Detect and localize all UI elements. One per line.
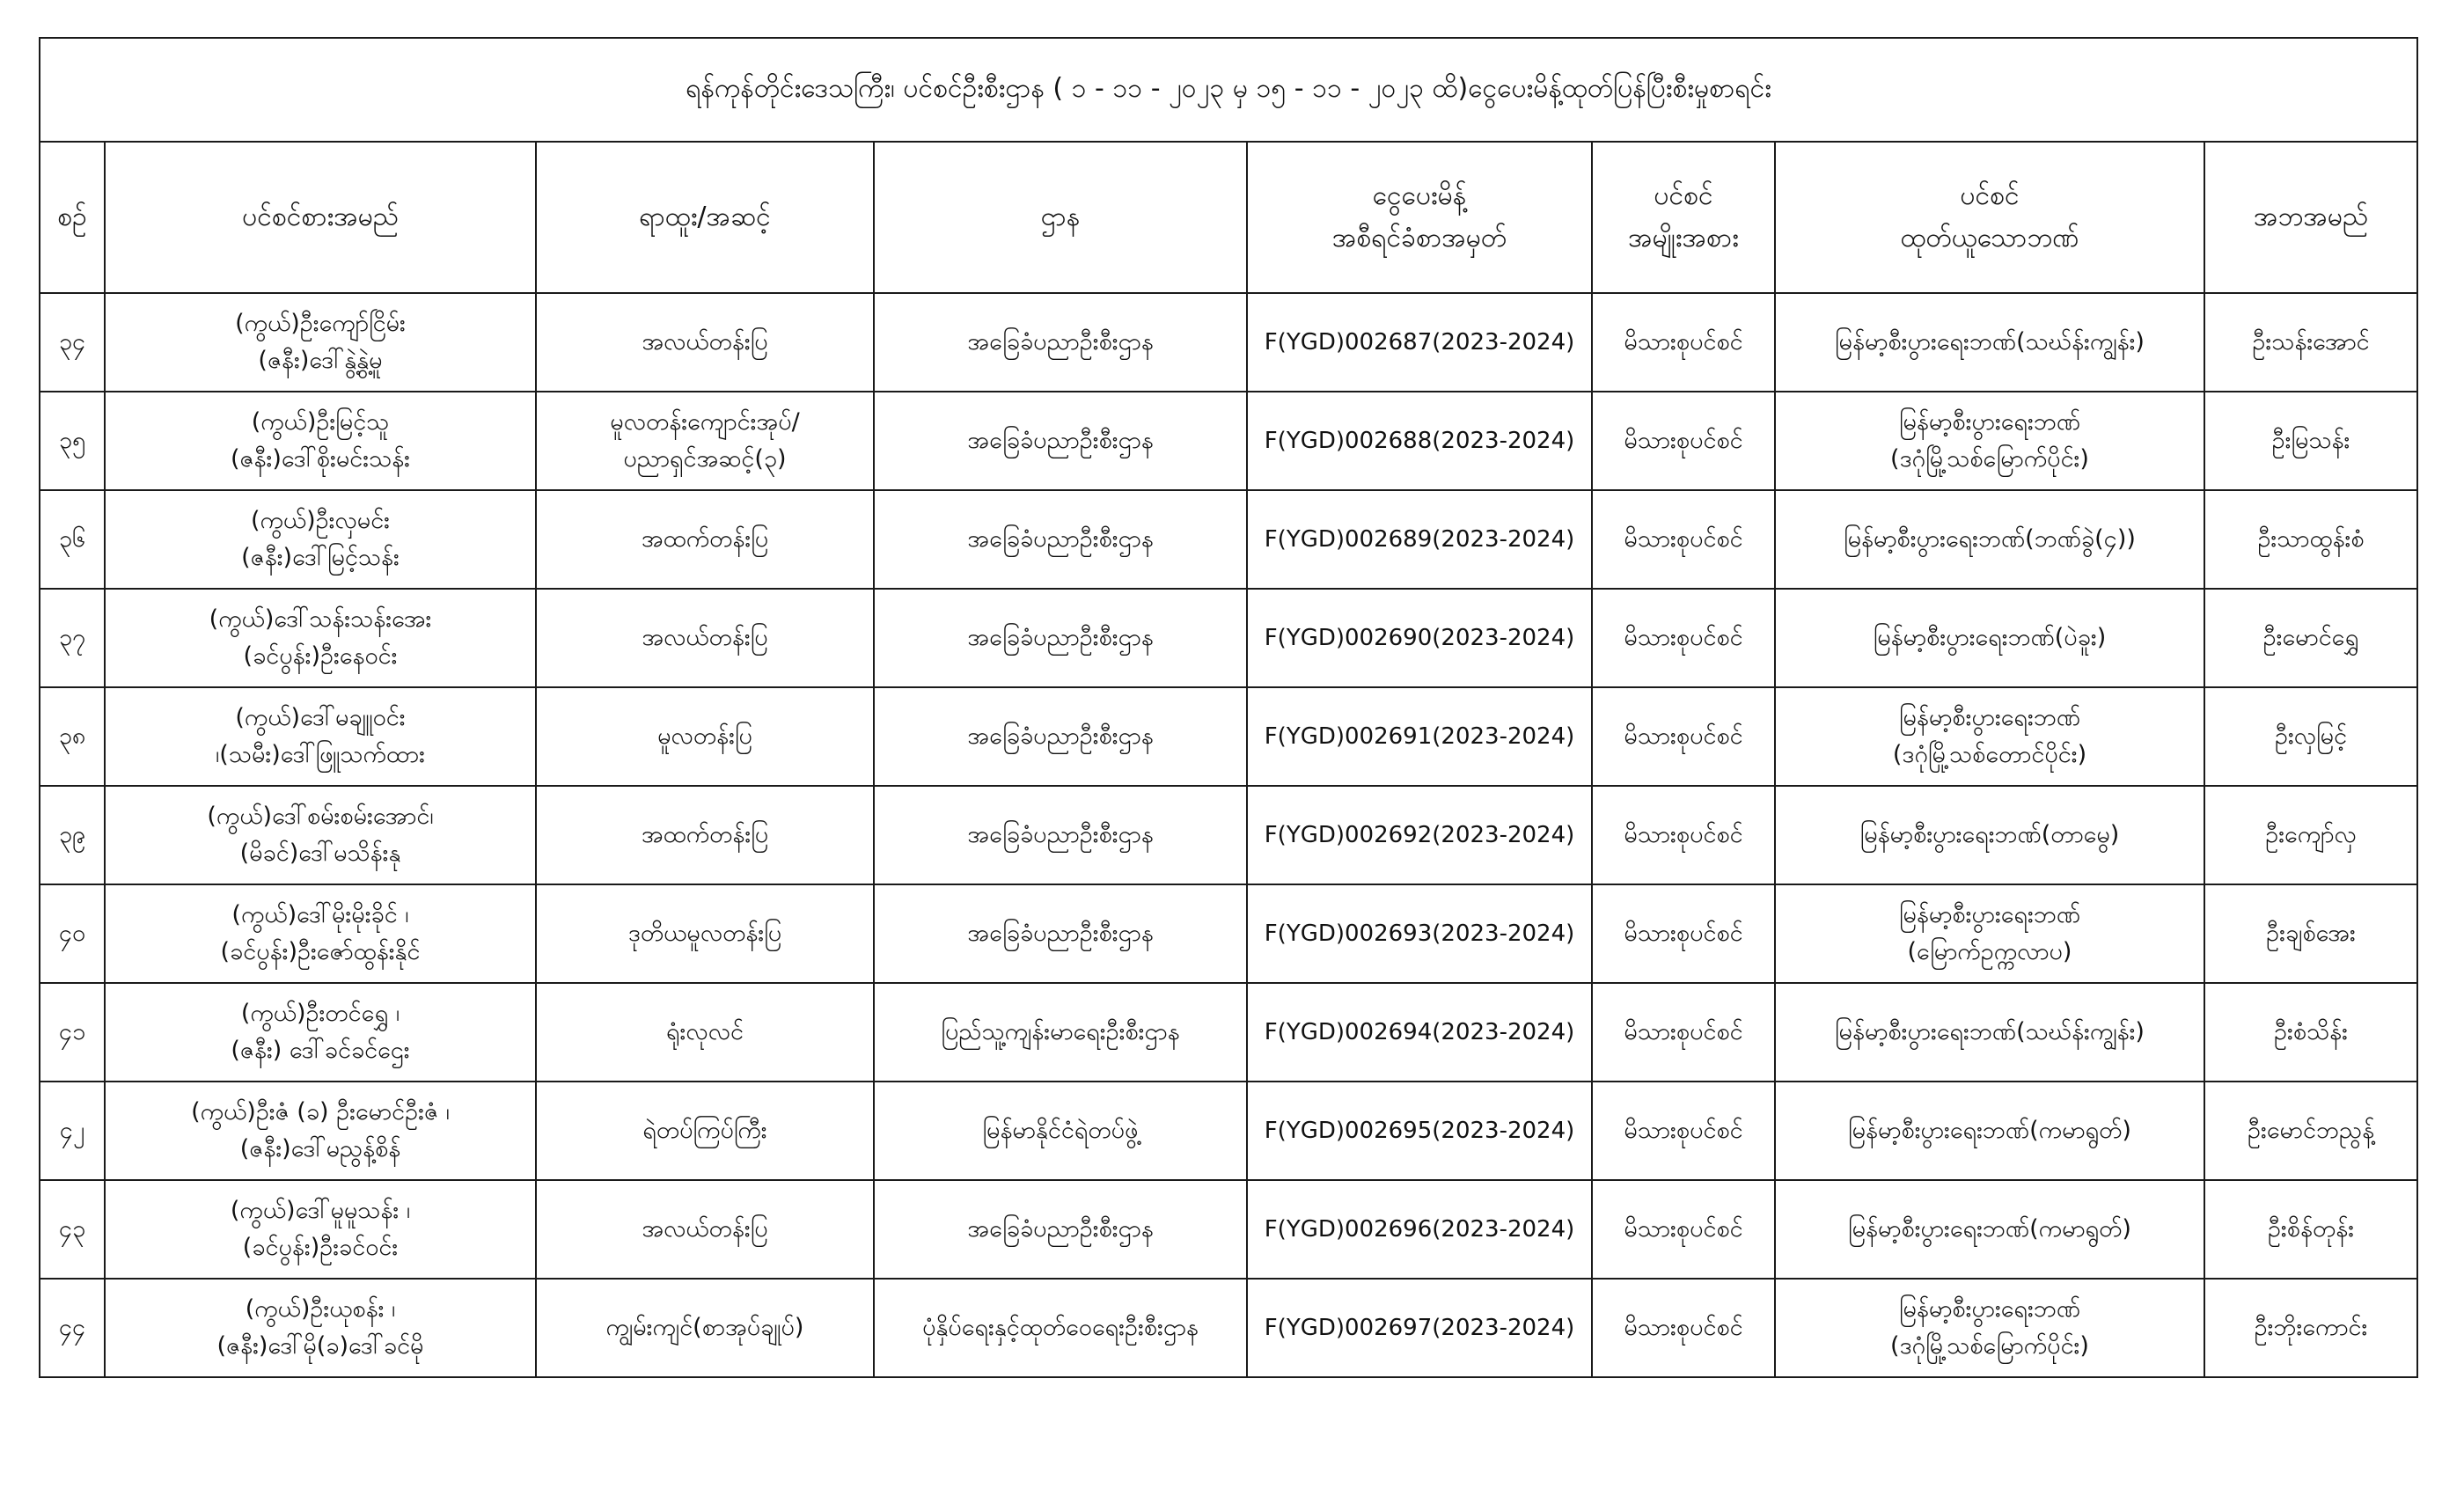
bank-cell xyxy=(1775,687,2204,786)
column-header-row xyxy=(40,142,2417,293)
bank-line: မြန်မာ့စီးပွားရေးဘဏ်(တာမွေ) xyxy=(1859,821,2120,848)
pension-type-cell: မိသားစုပင်စင် xyxy=(1592,392,1775,490)
pension-type-cell: မိသားစုပင်စင် xyxy=(1592,293,1775,392)
father-name-cell: ဦးလှမြင့် xyxy=(2204,687,2417,786)
pensioner-name-line: (ကွယ်)ဒေါ်စမ်းစမ်းအောင်၊ xyxy=(207,803,434,830)
father-name-cell: ဦးစိန်တုန်း xyxy=(2204,1180,2417,1279)
department-cell: အခြေခံပညာဦးစီးဌာန xyxy=(874,687,1247,786)
pensioner-name-line: (ကွယ်)ဒေါ်မူမူသန်း ၊ xyxy=(230,1197,411,1224)
bank-cell xyxy=(1775,983,2204,1082)
pensioner-name-line: (ကွယ်)ဦးတင်ရွှေ ၊ xyxy=(240,1000,400,1027)
bank-line: (ဒဂုံမြို့သစ်မြောက်ပိုင်း) xyxy=(1890,1332,2089,1360)
report-number-cell: F(YGD)002687(2023-2024) xyxy=(1247,293,1592,392)
pension-type-cell: မိသားစုပင်စင် xyxy=(1592,884,1775,983)
pension-type-cell: မိသားစုပင်စင် xyxy=(1592,786,1775,884)
rank-line: ဒုတိယမူလတန်းပြ xyxy=(627,920,782,947)
rank-line: ကျွမ်းကျင်(စာအုပ်ချုပ်) xyxy=(605,1314,804,1341)
pensioner-name-line: (ကွယ်)ဒေါ်သန်းသန်းအေး xyxy=(209,605,432,633)
bank-cell xyxy=(1775,392,2204,490)
rank-line: အလယ်တန်းပြ xyxy=(642,624,768,651)
table-row xyxy=(40,687,2417,786)
department-cell: အခြေခံပညာဦးစီးဌာန xyxy=(874,589,1247,687)
department-cell: အခြေခံပညာဦးစီးဌာန xyxy=(874,786,1247,884)
rank-line: အလယ်တန်းပြ xyxy=(642,328,768,356)
table-row xyxy=(40,1082,2417,1180)
pensioner-name-cell xyxy=(105,293,536,392)
header-line: ပင်စင် xyxy=(1960,180,2020,211)
pensioner-name-cell xyxy=(105,490,536,589)
rank-cell xyxy=(536,983,874,1082)
rank-cell xyxy=(536,392,874,490)
header-line: အမျိုးအစား xyxy=(1628,223,1739,253)
col-header-department xyxy=(874,142,1247,293)
table-row xyxy=(40,1279,2417,1377)
pension-report-table xyxy=(39,37,2418,1378)
father-name-cell: ဦးမြသန်း xyxy=(2204,392,2417,490)
pensioner-name-cell xyxy=(105,786,536,884)
rank-cell xyxy=(536,786,874,884)
pensioner-name-line: (ဇနီး)ဒေါ်နွဲ့နွဲ့မူ xyxy=(258,347,383,374)
row-number-cell: ၃၇ xyxy=(40,589,105,687)
rank-cell xyxy=(536,589,874,687)
rank-line: ရဲတပ်ကြပ်ကြီး xyxy=(642,1117,767,1144)
bank-line: မြန်မာ့စီးပွားရေးဘဏ်(ကမာရွတ်) xyxy=(1848,1215,2131,1243)
rank-line: အထက်တန်းပြ xyxy=(641,525,769,553)
pensioner-name-line: (ကွယ်)ဦးယုစန်း ၊ xyxy=(245,1295,396,1323)
pensioner-name-cell xyxy=(105,1279,536,1377)
department-cell: အခြေခံပညာဦးစီးဌာန xyxy=(874,884,1247,983)
rank-line: မူလတန်းကျောင်းအုပ်/ xyxy=(610,408,800,436)
row-number-cell: ၄၀ xyxy=(40,884,105,983)
pension-type-cell: မိသားစုပင်စင် xyxy=(1592,687,1775,786)
table-row xyxy=(40,1180,2417,1279)
header-line: အဘအမည် xyxy=(2253,202,2369,232)
bank-cell xyxy=(1775,1082,2204,1180)
department-cell: အခြေခံပညာဦးစီးဌာန xyxy=(874,490,1247,589)
pensioner-name-line: (မိခင်)ဒေါ်မသိန်းနု xyxy=(239,840,401,867)
row-number-cell: ၄၄ xyxy=(40,1279,105,1377)
department-cell: ပုံနှိပ်ရေးနှင့်ထုတ်ဝေရေးဦးစီးဌာန xyxy=(874,1279,1247,1377)
table-row xyxy=(40,983,2417,1082)
report-number-cell: F(YGD)002693(2023-2024) xyxy=(1247,884,1592,983)
father-name-cell: ဦးစံသိန်း xyxy=(2204,983,2417,1082)
report-number-cell: F(YGD)002694(2023-2024) xyxy=(1247,983,1592,1082)
pension-type-cell: မိသားစုပင်စင် xyxy=(1592,490,1775,589)
header-line: ထုတ်ယူသောဘဏ် xyxy=(1900,223,2079,253)
pensioner-name-line: (ကွယ်)ဦးဇံ (ခ) ဦးမောင်ဦးဇံ ၊ xyxy=(191,1098,450,1126)
father-name-cell: ဦးမောင်ရွှေ xyxy=(2204,589,2417,687)
rank-line: ပညာရှင်အဆင့်(၃) xyxy=(623,445,787,473)
col-header-report-number xyxy=(1247,142,1592,293)
father-name-cell: ဦးကျော်လှ xyxy=(2204,786,2417,884)
pensioner-name-line: (ဇနီး)ဒေါ်စိုးမင်းသန်း xyxy=(230,445,411,473)
pensioner-name-cell xyxy=(105,392,536,490)
col-header-bank xyxy=(1775,142,2204,293)
pensioner-name-line: ၊(သမီး)ဒေါ်ဖြူသက်ထား xyxy=(216,741,425,768)
row-number-cell: ၄၂ xyxy=(40,1082,105,1180)
pension-type-cell: မိသားစုပင်စင် xyxy=(1592,1180,1775,1279)
bank-line: မြန်မာ့စီးပွားရေးဘဏ်(သဃ်န်းကျွန်း) xyxy=(1835,1018,2145,1045)
pensioner-name-line: (ခင်ပွန်း)ဦးဇော်ထွန်းနိုင် xyxy=(220,938,421,965)
col-header-pension-type xyxy=(1592,142,1775,293)
father-name-cell: ဦးသာထွန်းစံ xyxy=(2204,490,2417,589)
pensioner-name-line: (ကွယ်)ဒေါ်မချူဝင်း xyxy=(235,704,406,731)
pensioner-name-line: (ဇနီး) ဒေါ်ခင်ခင်ဌေး xyxy=(231,1037,410,1064)
row-number-cell: ၄၃ xyxy=(40,1180,105,1279)
pension-type-cell: မိသားစုပင်စင် xyxy=(1592,589,1775,687)
report-number-cell: F(YGD)002689(2023-2024) xyxy=(1247,490,1592,589)
bank-line: (ဒဂုံမြို့သစ်မြောက်ပိုင်း) xyxy=(1890,445,2089,473)
row-number-cell: ၄၁ xyxy=(40,983,105,1082)
rank-line: အလယ်တန်းပြ xyxy=(642,1215,768,1243)
header-line: ရာထူး/အဆင့် xyxy=(639,202,771,232)
department-cell: အခြေခံပညာဦးစီးဌာန xyxy=(874,293,1247,392)
report-number-cell: F(YGD)002692(2023-2024) xyxy=(1247,786,1592,884)
row-number-cell: ၃၈ xyxy=(40,687,105,786)
bank-line: (မြောက်ဥက္ကလာပ) xyxy=(1907,938,2072,965)
bank-line: မြန်မာ့စီးပွားရေးဘဏ် xyxy=(1898,901,2081,928)
pensioner-name-line: (ကွယ်)ဒေါ်မိုးမိုးခိုင် ၊ xyxy=(231,901,409,928)
header-line: ပင်စင်စားအမည် xyxy=(242,202,399,232)
table-row xyxy=(40,392,2417,490)
pensioner-name-cell xyxy=(105,687,536,786)
pensioner-name-line: (ခင်ပွန်း)ဦးခင်ဝင်း xyxy=(242,1234,399,1261)
rank-cell xyxy=(536,1082,874,1180)
report-title: ရန်ကုန်တိုင်းဒေသကြီး၊ ပင်စင်ဦးစီးဌာန ( ၁ - ၁၁ - ၂၀၂၃ မှ ၁၅ - ၁၁ - ၂၀၂၃ ထိ)ငွေပေးမိန့်ထုတ်ပြန်ပြီးစီးမှုစာရင်း xyxy=(40,38,2417,142)
bank-line: မြန်မာ့စီးပွားရေးဘဏ် xyxy=(1898,408,2081,436)
row-number-cell: ၃၉ xyxy=(40,786,105,884)
pensioner-name-line: (ခင်ပွန်း)ဦးနေဝင်း xyxy=(243,642,398,670)
row-number-cell: ၃၆ xyxy=(40,490,105,589)
bank-cell xyxy=(1775,589,2204,687)
report-number-cell: F(YGD)002695(2023-2024) xyxy=(1247,1082,1592,1180)
title-row xyxy=(40,38,2417,142)
table-row xyxy=(40,490,2417,589)
header-line: ငွေပေးမိန့် xyxy=(1372,180,1467,211)
bank-cell xyxy=(1775,1279,2204,1377)
report-number-cell: F(YGD)002690(2023-2024) xyxy=(1247,589,1592,687)
pensioner-name-line: (ဇနီး)ဒေါ်မို(ခ)ဒေါ်ခင်မို xyxy=(216,1332,424,1360)
pensioner-name-line: (ကွယ်)ဦးမြင့်သူ xyxy=(251,408,390,436)
table-row xyxy=(40,884,2417,983)
table-row xyxy=(40,293,2417,392)
report-number-cell: F(YGD)002697(2023-2024) xyxy=(1247,1279,1592,1377)
rank-cell xyxy=(536,884,874,983)
rank-cell xyxy=(536,1180,874,1279)
bank-line: မြန်မာ့စီးပွားရေးဘဏ်(ဘဏ်ခွဲ(၄)) xyxy=(1844,525,2136,553)
report-number-cell: F(YGD)002696(2023-2024) xyxy=(1247,1180,1592,1279)
col-header-no xyxy=(40,142,105,293)
bank-cell xyxy=(1775,293,2204,392)
bank-cell xyxy=(1775,1180,2204,1279)
department-cell: အခြေခံပညာဦးစီးဌာန xyxy=(874,1180,1247,1279)
header-line: ပင်စင် xyxy=(1654,180,1713,211)
rank-cell xyxy=(536,293,874,392)
report-number-cell: F(YGD)002691(2023-2024) xyxy=(1247,687,1592,786)
rank-line: မူလတန်းပြ xyxy=(657,722,752,750)
bank-cell xyxy=(1775,884,2204,983)
row-number-cell: ၃၄ xyxy=(40,293,105,392)
bank-line: မြန်မာ့စီးပွားရေးဘဏ်(သဃ်န်းကျွန်း) xyxy=(1835,328,2145,356)
header-line: အစီရင်ခံစာအမှတ် xyxy=(1331,223,1507,253)
report-number-cell: F(YGD)002688(2023-2024) xyxy=(1247,392,1592,490)
department-cell: အခြေခံပညာဦးစီးဌာန xyxy=(874,392,1247,490)
pensioner-name-line: (ဇနီး)ဒေါ်မညွန့်စိန် xyxy=(239,1135,401,1162)
rank-cell xyxy=(536,490,874,589)
table-row xyxy=(40,786,2417,884)
father-name-cell: ဦးချစ်အေး xyxy=(2204,884,2417,983)
pension-type-cell: မိသားစုပင်စင် xyxy=(1592,983,1775,1082)
bank-cell xyxy=(1775,786,2204,884)
table-body xyxy=(40,293,2417,1377)
department-cell: မြန်မာနိုင်ငံရဲတပ်ဖွဲ့ xyxy=(874,1082,1247,1180)
father-name-cell: ဦးမောင်ဘညွန့် xyxy=(2204,1082,2417,1180)
pension-type-cell: မိသားစုပင်စင် xyxy=(1592,1279,1775,1377)
row-number-cell: ၃၅ xyxy=(40,392,105,490)
rank-line: ရုံးလုလင် xyxy=(666,1018,744,1045)
rank-cell xyxy=(536,687,874,786)
pension-type-cell: မိသားစုပင်စင် xyxy=(1592,1082,1775,1180)
bank-line: မြန်မာ့စီးပွားရေးဘဏ် xyxy=(1898,1295,2081,1323)
col-header-rank xyxy=(536,142,874,293)
pensioner-name-cell xyxy=(105,1082,536,1180)
col-header-name xyxy=(105,142,536,293)
father-name-cell: ဦးဘိုးကောင်း xyxy=(2204,1279,2417,1377)
pensioner-name-cell xyxy=(105,884,536,983)
col-header-father-name xyxy=(2204,142,2417,293)
pensioner-name-cell xyxy=(105,983,536,1082)
rank-cell xyxy=(536,1279,874,1377)
bank-line: (ဒဂုံမြို့သစ်တောင်ပိုင်း) xyxy=(1892,741,2087,768)
bank-cell xyxy=(1775,490,2204,589)
father-name-cell: ဦးသန်းအောင် xyxy=(2204,293,2417,392)
department-cell: ပြည်သူ့ကျန်းမာရေးဦးစီးဌာန xyxy=(874,983,1247,1082)
pensioner-name-line: (ကွယ်)ဦးကျော်ငြိမ်း xyxy=(235,310,406,337)
rank-line: အထက်တန်းပြ xyxy=(641,821,769,848)
pensioner-name-cell xyxy=(105,589,536,687)
header-line: စဉ် xyxy=(57,202,87,232)
header-line: ဌာန xyxy=(1040,202,1081,232)
bank-line: မြန်မာ့စီးပွားရေးဘဏ် xyxy=(1898,704,2081,731)
pensioner-name-line: (ကွယ်)ဦးလှမင်း xyxy=(250,507,391,534)
table-row xyxy=(40,589,2417,687)
bank-line: မြန်မာ့စီးပွားရေးဘဏ်(ကမာရွတ်) xyxy=(1848,1117,2131,1144)
pensioner-name-cell xyxy=(105,1180,536,1279)
bank-line: မြန်မာ့စီးပွားရေးဘဏ်(ပဲခူး) xyxy=(1873,624,2107,651)
pensioner-name-line: (ဇနီး)ဒေါ်မြင့်သန်း xyxy=(241,544,400,571)
